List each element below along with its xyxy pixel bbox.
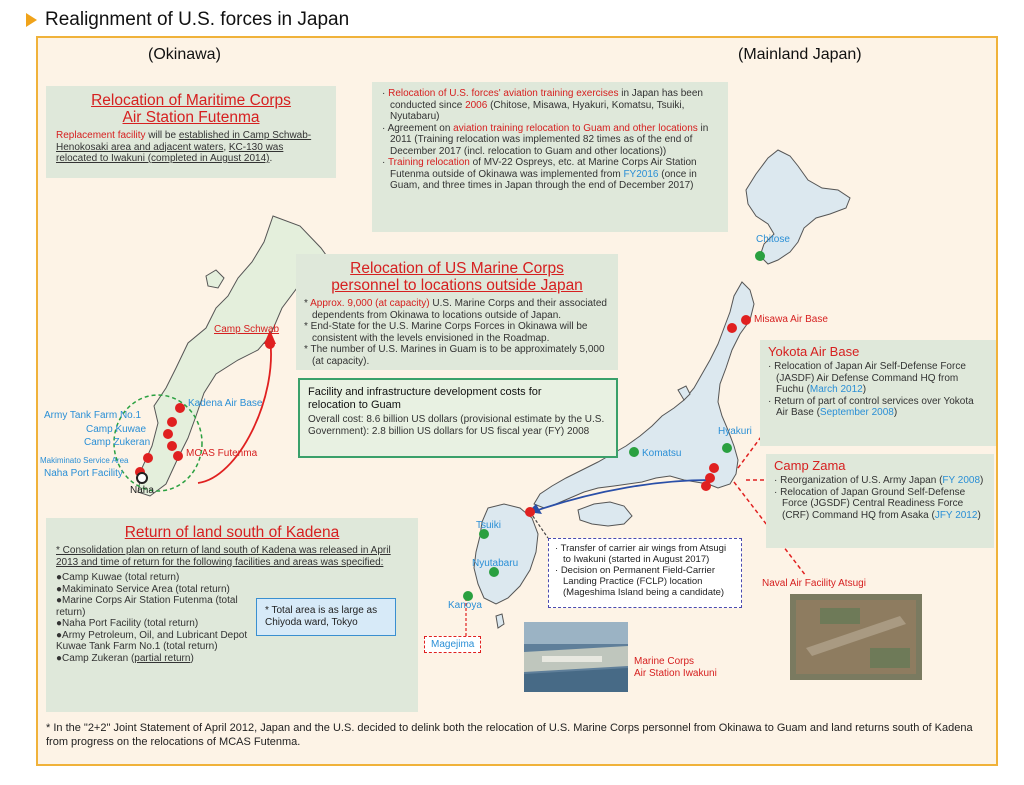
futenma-text-red: Replacement facility — [56, 130, 146, 141]
label-nyutabaru: Nyutabaru — [472, 558, 519, 569]
guam-box — [298, 378, 618, 458]
training-b1-red: Relocation of U.S. forces' aviation training exercises — [388, 88, 619, 99]
futenma-title-line1: Relocation of Maritime Corps — [91, 92, 291, 109]
kadena-title: Return of land south of Kadena — [124, 524, 340, 541]
marine-b2: End-State for the U.S. Marine Corps Forces in Okinawa will be consistent with the levels envisioned in the Roadmap. — [310, 321, 588, 344]
dot-komatsu — [629, 447, 639, 457]
training-bullet-1: · Relocation of U.S. forces' aviation training exercises in Japan has been conducted since 2006 (Chitose, Misawa, Hyakuri, Komatsu, Tsuiki, Nyutabaru) — [382, 88, 703, 122]
region-mainland-label: (Mainland Japan) — [738, 46, 862, 63]
yokota-b1-a: Relocation of Japan Air Self-Defense Force (JASDF) Air Defense Command HQ from Fuchu ( — [774, 361, 966, 395]
dot-misawa-2 — [727, 323, 737, 333]
zama-b1-a: Reorganization of U.S. Army Japan ( — [780, 475, 943, 486]
kyushu — [474, 504, 538, 604]
dot-iwakuni — [525, 507, 535, 517]
okinawa-islet — [206, 270, 224, 288]
title-row — [26, 8, 349, 32]
kadena-item: ●Naha Port Facility (total return) — [56, 618, 199, 629]
futenma-text-2: established in Camp Schwab-Henokosaki area and adjacent waters — [56, 130, 312, 153]
atsugi-photo — [790, 594, 922, 680]
naha-marker — [137, 473, 147, 483]
dot-hyakuri — [722, 443, 732, 453]
label-magejima: Magejima — [424, 636, 481, 653]
dot-kuwae — [163, 429, 173, 439]
dot-chitose — [755, 251, 765, 261]
training-b3-red: Training relocation — [387, 157, 470, 168]
yokota-b2-a: Return of part of control services over Yokota Air Base ( — [774, 395, 974, 418]
atsugi-transfer-callout — [548, 538, 742, 608]
marine-bullet-1: * Approx. 9,000 (at capacity) U.S. Marine Corps and their associated dependents from Okinawa to locations outside of Japan. — [304, 298, 607, 321]
zama-box — [766, 454, 994, 548]
futenma-text-4: KC-130 was relocated to Iwakuni (completed in August 2014) — [56, 141, 284, 164]
futenma-text — [56, 130, 326, 165]
marine-bullet-3: * The number of U.S. Marines in Guam is to be approximately 5,000 (at capacity). — [304, 344, 605, 367]
yokota-b2-b: ) — [893, 407, 898, 418]
yokota-bullet-2: · Return of part of control services over Yokota Air Base (September 2008) — [768, 395, 974, 418]
guam-text: Overall cost: 8.6 billion US dollars (provisional estimate by the U.S. Government): 2.8 billion US dollars for US fiscal year (FY) 2008 — [308, 414, 605, 437]
zama-b1-date: FY 2008 — [942, 475, 981, 486]
kadena-last-a: ●Camp Zukeran ( — [56, 652, 135, 664]
training-bullet-2: · Agreement on aviation training relocation to Guam and other locations in 2011 (Training relocation was implemented 82 times as of the end of December 2017 (incl. relocation to Guam and other locations)) — [382, 122, 709, 157]
label-zukeran: Camp Zukeran — [84, 437, 151, 448]
zama-b1-b: ) — [980, 475, 984, 486]
training-b2-red: aviation training relocation to Guam and other locations — [453, 122, 698, 134]
kadena-item: ●Marine Corps Air Station Futenma (total return) — [56, 595, 238, 618]
yokota-bullet-1: · Relocation of Japan Air Self-Defense Force (JASDF) Air Defense Command HQ from Fuchu (March 2012) — [768, 361, 966, 395]
atsugi-callout-bullet-1: · Transfer of carrier air wings from Atsugi to Iwakuni (started in August 2017) — [555, 543, 727, 565]
dot-makiminato — [143, 453, 153, 463]
training-b2-a: Agreement on — [387, 122, 454, 134]
futenma-box — [46, 86, 336, 178]
marine-title-line2: personnel to locations outside Japan — [331, 277, 583, 294]
marine-b3: The number of U.S. Marines in Guam is to be approximately 5,000 (at capacity). — [310, 344, 605, 367]
iwakuni-photo — [524, 622, 628, 692]
label-camp-schwab: Camp Schwab — [214, 324, 280, 335]
training-box — [372, 82, 728, 232]
marine-b1-a: U.S. Marine Corps and their associated dependents from Okinawa to locations outside of Japan. — [312, 298, 607, 321]
region-okinawa-label: (Okinawa) — [148, 46, 221, 63]
yokota-b1-date: March 2012 — [809, 384, 863, 395]
label-army-tank: Army Tank Farm No.1 — [44, 410, 142, 421]
shikoku — [578, 502, 632, 526]
dot-futenma — [173, 451, 183, 461]
zama-bullet-1: · Reorganization of U.S. Army Japan (FY 2008) — [774, 475, 984, 486]
guam-title-line2: relocation to Guam — [308, 399, 401, 411]
zama-b2-a: Relocation of Japan Ground Self-Defense Force (JGSDF) Central Readiness Force (CRF) Command HQ from Asaka ( — [780, 486, 966, 521]
label-kuwae: Camp Kuwae — [86, 424, 147, 435]
yokota-title: Yokota Air Base — [768, 344, 860, 359]
training-b1-year: 2006 — [465, 99, 488, 111]
zama-b2-b: ) — [977, 509, 981, 521]
training-b3-year: FY2016 — [623, 168, 659, 180]
diagram-frame — [36, 36, 998, 766]
training-b1-b: (Chitose, Misawa, Hyakuri, Komatsu, Tsuiki, Nyutabaru) — [390, 99, 685, 122]
label-kanoya: Kanoya — [448, 600, 482, 611]
atsugi-callout-b1: Transfer of carrier air wings from Atsugi to Iwakuni (started in August 2017) — [560, 543, 727, 565]
dot-camp-schwab — [265, 339, 275, 349]
tanegashima — [496, 614, 504, 628]
label-naha-port: Naha Port Facility — [44, 468, 123, 479]
label-futenma: MCAS Futenma — [186, 448, 258, 459]
marine-title-line1: Relocation of US Marine Corps — [350, 260, 564, 277]
futenma-text-1: will be — [145, 130, 179, 141]
dot-kadena — [175, 403, 185, 413]
futenma-title-line2: Air Station Futenma — [122, 109, 260, 126]
kadena-last-c: ) — [190, 652, 194, 664]
zama-title: Camp Zama — [774, 458, 846, 473]
kadena-list — [56, 572, 256, 664]
guam-title-line1: Facility and infrastructure development costs for — [308, 386, 542, 398]
hokkaido — [746, 150, 850, 264]
training-b3-b: (once in Guam, and three times in Japan through the end of December 2017) — [390, 168, 697, 191]
dot-atsugi — [701, 481, 711, 491]
area-note: * Total area is as large as Chiyoda ward, Tokyo — [256, 598, 396, 636]
label-hyakuri: Hyakuri — [718, 426, 752, 437]
label-makiminato: Makiminato Service Area — [40, 456, 129, 465]
futenma-text-5: . — [269, 153, 273, 164]
kadena-item — [56, 653, 256, 665]
label-iwakuni — [634, 656, 717, 680]
kadena-intro: * Consolidation plan on return of land south of Kadena was released in April 2013 and time of return for the following facilities and areas was specified: — [56, 545, 391, 568]
kadena-item: ●Camp Kuwae (total return) — [56, 572, 180, 583]
label-kadena: Kadena Air Base — [188, 398, 263, 409]
marine-b1-red: Approx. 9,000 (at capacity) — [310, 298, 430, 309]
training-bullet-3: · Training relocation of MV-22 Ospreys, etc. at Marine Corps Air Station Futenma outside of Okinawa was implemented from FY2016 (once in Guam, and three times in Japan through the end of December 2017) — [382, 157, 697, 191]
yokota-b1-b: ) — [862, 384, 867, 395]
label-chitose: Chitose — [756, 234, 790, 245]
label-iwakuni-line2: Air Station Iwakuni — [634, 668, 717, 679]
zama-b2-date: JFY 2012 — [934, 509, 978, 521]
page-title: Realignment of U.S. forces in Japan — [45, 9, 350, 30]
training-b3-a: of MV-22 Ospreys, etc. at Marine Corps Air Station Futenma outside of Okinawa was implemented from — [390, 157, 697, 180]
label-komatsu: Komatsu — [642, 448, 682, 459]
atsugi-callout-b2: Decision on Permanent Field-Carrier Landing Practice (FCLP) location (Mageshima Island being a candidate) — [560, 565, 725, 598]
dot-army-tank — [167, 417, 177, 427]
label-tsuiki: Tsuiki — [476, 520, 502, 531]
marine-bullet-2: * End-State for the U.S. Marine Corps Forces in Okinawa will be consistent with the levels envisioned in the Roadmap. — [304, 321, 588, 344]
label-atsugi: Naval Air Facility Atsugi — [762, 578, 866, 589]
label-naha: Naha — [130, 485, 154, 496]
dot-zukeran — [167, 441, 177, 451]
zama-bullet-2: · Relocation of Japan Ground Self-Defense Force (JGSDF) Central Readiness Force (CRF) Command HQ from Asaka (JFY 2012) — [774, 486, 981, 521]
training-b1-a: in Japan has been conducted since — [390, 88, 703, 111]
triangle-right-icon — [26, 13, 37, 27]
kadena-item: ●Makiminato Service Area (total return) — [56, 583, 230, 595]
footnote: * In the "2+2" Joint Statement of April 2012, Japan and the U.S. decided to delink both the relocation of U.S. Marine Corps personnel from Okinawa to Guam and land returns south of Kadena from progress on the relocations of MCAS Futenma. — [46, 722, 973, 748]
kadena-item: ●Army Petroleum, Oil, and Lubricant Depot Kuwae Tank Farm No.1 (total return) — [56, 629, 248, 652]
label-misawa: Misawa Air Base — [754, 314, 828, 325]
label-iwakuni-line1: Marine Corps — [634, 656, 695, 667]
marine-box — [296, 254, 618, 370]
yokota-box — [760, 340, 996, 446]
dot-yokota — [709, 463, 719, 473]
dot-misawa — [741, 315, 751, 325]
kadena-last-b: partial return — [134, 652, 191, 664]
atsugi-callout-bullet-2: · Decision on Permanent Field-Carrier Landing Practice (FCLP) location (Mageshima Island being a candidate) — [555, 565, 725, 598]
training-b2-b: in 2011 (Training relocation was implemented 82 times as of the end of December 2017 (incl. relocation to Guam and other locations)) — [390, 122, 709, 157]
futenma-text-3: , — [223, 141, 229, 153]
yokota-b2-date: September 2008 — [819, 407, 894, 418]
